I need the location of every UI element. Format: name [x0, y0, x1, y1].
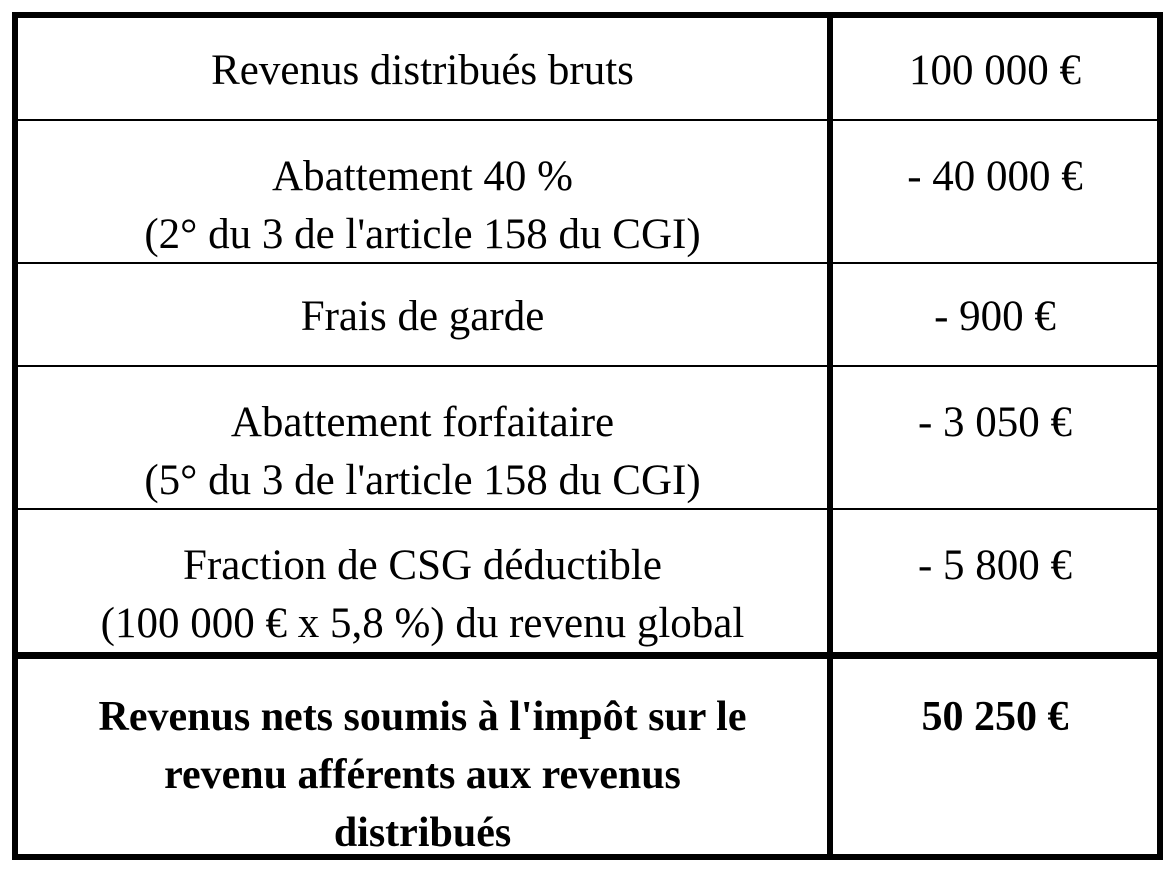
- row-value-text: 100 000 €: [909, 47, 1081, 94]
- row-label-line: Abattement 40 %: [272, 153, 573, 200]
- total-label-line: distribués: [333, 810, 512, 856]
- row-value-text: - 900 €: [934, 293, 1056, 340]
- total-label-line: revenu afférents aux revenus: [164, 752, 681, 798]
- row-value-text: - 5 800 €: [917, 542, 1073, 589]
- row-value: [833, 121, 1157, 262]
- total-value: [833, 659, 1157, 854]
- row-value-text: - 3 050 €: [917, 399, 1073, 446]
- row-label: [18, 510, 827, 652]
- row-label: [18, 18, 827, 119]
- tax-calculation-table: [12, 12, 1163, 860]
- total-label: [18, 659, 827, 854]
- row-label: [18, 367, 827, 508]
- row-label-line: Fraction de CSG déductible: [183, 542, 662, 589]
- column-separator: [827, 18, 833, 854]
- row-value: [833, 510, 1157, 652]
- total-label-line: Revenus nets soumis à l'impôt sur le: [98, 694, 747, 740]
- row-value-text: - 40 000 €: [907, 153, 1083, 200]
- table-row-revenus-bruts: [18, 18, 1157, 121]
- row-label-line: (5° du 3 de l'article 158 du CGI): [144, 457, 701, 504]
- table-row-frais-de-garde: [18, 264, 1157, 367]
- row-label-line: Frais de garde: [300, 293, 545, 340]
- total-value-text: 50 250 €: [921, 694, 1069, 740]
- row-label-line: Revenus distribués bruts: [211, 47, 634, 94]
- row-value: [833, 264, 1157, 365]
- table-row-total: [18, 659, 1157, 854]
- table-row-csg-deductible: [18, 510, 1157, 652]
- row-label-line: (100 000 € x 5,8 %) du revenu global: [100, 600, 745, 647]
- total-separator: [18, 652, 1157, 659]
- row-label: [18, 121, 827, 262]
- row-value: [833, 18, 1157, 119]
- row-label: [18, 264, 827, 365]
- row-value: [833, 367, 1157, 508]
- row-label-line: (2° du 3 de l'article 158 du CGI): [144, 211, 701, 258]
- row-label-line: Abattement forfaitaire: [230, 399, 615, 446]
- table-row-abattement-forfaitaire: [18, 367, 1157, 510]
- table-row-abattement-40: [18, 121, 1157, 264]
